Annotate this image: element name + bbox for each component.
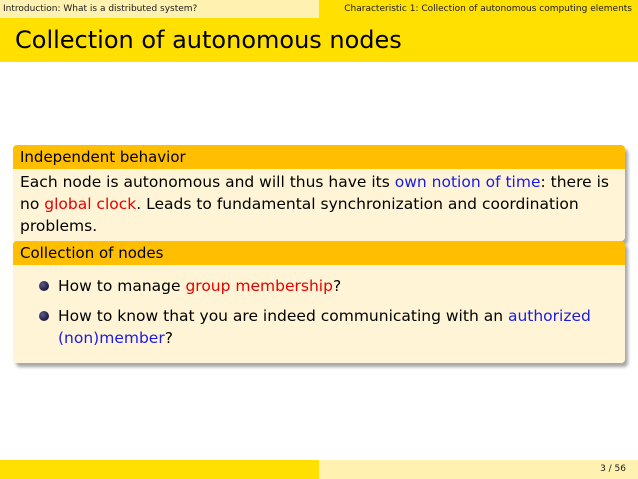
item-text: ? <box>332 277 342 295</box>
list-item <box>20 275 618 297</box>
emphasis-red-text: group membership <box>185 277 333 295</box>
block-body <box>13 169 625 241</box>
footline <box>0 460 638 479</box>
block-independent-behavior <box>13 145 625 241</box>
footline-left <box>0 460 319 479</box>
item-text: How to know that you are indeed communicating with an <box>58 307 508 325</box>
emphasis-blue-text: own notion of time <box>394 173 541 191</box>
slide-title: Collection of autonomous nodes <box>15 26 402 54</box>
block-title: Collection of nodes <box>13 241 625 265</box>
body-text: . Leads to fundamental synchronization and coordination problems. <box>20 195 579 235</box>
bullet-icon <box>39 311 49 321</box>
body-text: Each node is autonomous and will thus have its <box>20 173 395 191</box>
subsection-title[interactable]: Characteristic 1: Collection of autonomous computing elements <box>319 0 638 18</box>
item-text: ? <box>164 329 173 347</box>
headline-bar <box>0 0 638 18</box>
block-body <box>13 265 625 363</box>
body-text: : there is no <box>20 173 609 213</box>
emphasis-blue-text: authorized (non)member <box>58 307 591 347</box>
block-title: Independent behavior <box>13 145 625 169</box>
frame-title-bar <box>0 18 638 62</box>
emphasis-red-text: global clock <box>44 195 137 213</box>
page-number: 3 / 56 <box>319 460 638 479</box>
section-title[interactable]: Introduction: What is a distributed system? <box>0 0 319 18</box>
bullet-icon <box>39 281 49 291</box>
item-text: How to manage <box>58 277 186 295</box>
block-collection-of-nodes <box>13 241 625 363</box>
list-item <box>20 305 618 349</box>
bullet-list <box>20 267 618 359</box>
